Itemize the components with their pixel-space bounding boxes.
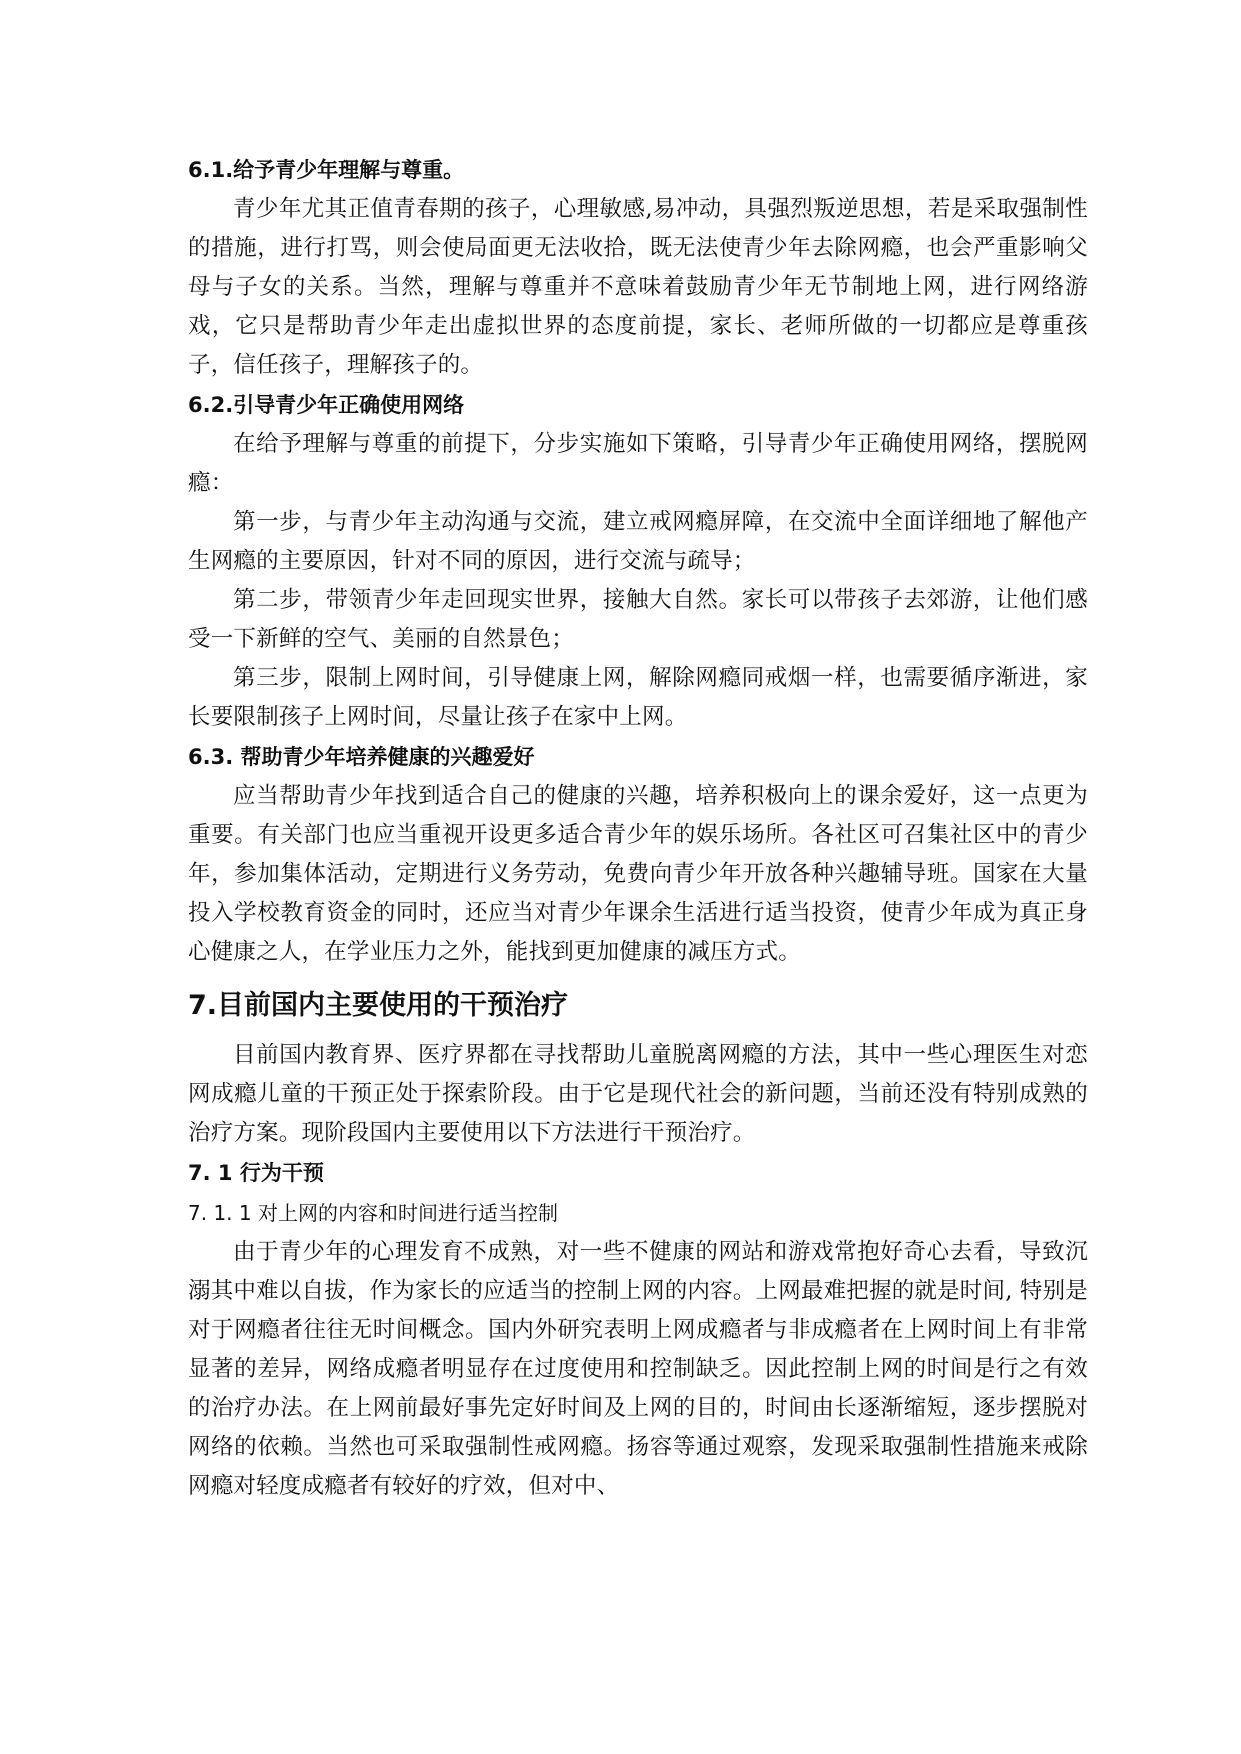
section-6-3-heading: 6.3. 帮助青少年培养健康的兴趣爱好	[188, 745, 535, 769]
section-6-2-intro: 在给予理解与尊重的前提下，分步实施如下策略，引导青少年正确使用网络，摆脱网瘾：	[188, 431, 1088, 496]
section-7-1-1-heading: 7. 1. 1 对上网的内容和时间进行适当控制	[188, 1201, 558, 1225]
section-7-heading: 7.目前国内主要使用的干预治疗	[188, 990, 569, 1021]
section-6-2-step-2: 第二步，带领青少年走回现实世界，接触大自然。家长可以带孩子去郊游，让他们感受一下新鲜的空气、美丽的自然景色；	[188, 587, 1088, 652]
section-7-paragraph: 目前国内教育界、医疗界都在寻找帮助儿童脱离网瘾的方法，其中一些心理医生对恋网成瘾儿童的干预正处于探索阶段。由于它是现代社会的新问题，当前还没有特别成熟的治疗方案。现阶段国内主要使用以下方法进行干预治疗。	[188, 1042, 1088, 1146]
document-page	[188, 150, 1088, 1506]
section-6-2-heading: 6.2.引导青少年正确使用网络	[188, 393, 465, 417]
section-6-1-heading: 6.1.给予青少年理解与尊重。	[188, 158, 465, 182]
section-7-1-1-paragraph: 由于青少年的心理发育不成熟，对一些不健康的网站和游戏常抱好奇心去看，导致沉溺其中难以自拔，作为家长的应适当的控制上网的内容。上网最难把握的就是时间, 特别是对于网瘾者往往无时间概念。国内外研究表明上网成瘾者与非成瘾者在上网时间上有非常显著的差异，网络成瘾者明显存在过度使用和控制缺乏。因此控制上网的时间是行之有效的治疗办法。在上网前最好事先定好时间及上网的目的，时间由长逐渐缩短，逐步摆脱对网络的依赖。当然也可采取强制性戒网瘾。扬容等通过观察，发现采取强制性措施来戒除网瘾对轻度成瘾者有较好的疗效，但对中、	[188, 1239, 1089, 1499]
section-7-1-heading: 7. 1 行为干预	[188, 1161, 324, 1185]
section-6-3-paragraph: 应当帮助青少年找到适合自己的健康的兴趣，培养积极向上的课余爱好，这一点更为重要。有关部门也应当重视开设更多适合青少年的娱乐场所。各社区可召集社区中的青少年，参加集体活动，定期进行义务劳动，免费向青少年开放各种兴趣辅导班。国家在大量投入学校教育资金的同时，还应当对青少年课余生活进行适当投资，使青少年成为真正身心健康之人，在学业压力之外，能找到更加健康的减压方式。	[188, 783, 1088, 965]
section-6-2-step-1: 第一步，与青少年主动沟通与交流，建立戒网瘾屏障，在交流中全面详细地了解他产生网瘾的主要原因，针对不同的原因，进行交流与疏导；	[188, 509, 1088, 574]
section-6-2-step-3: 第三步，限制上网时间，引导健康上网，解除网瘾同戒烟一样，也需要循序渐进，家长要限制孩子上网时间，尽量让孩子在家中上网。	[188, 665, 1088, 730]
section-6-1-paragraph: 青少年尤其正值青春期的孩子，心理敏感,易冲动，具强烈叛逆思想，若是采取强制性的措施，进行打骂，则会使局面更无法收拾，既无法使青少年去除网瘾，也会严重影响父母与子女的关系。当然，理解与尊重并不意味着鼓励青少年无节制地上网，进行网络游戏，它只是帮助青少年走出虚拟世界的态度前提，家长、老师所做的一切都应是尊重孩子，信任孩子，理解孩子的。	[188, 196, 1088, 378]
